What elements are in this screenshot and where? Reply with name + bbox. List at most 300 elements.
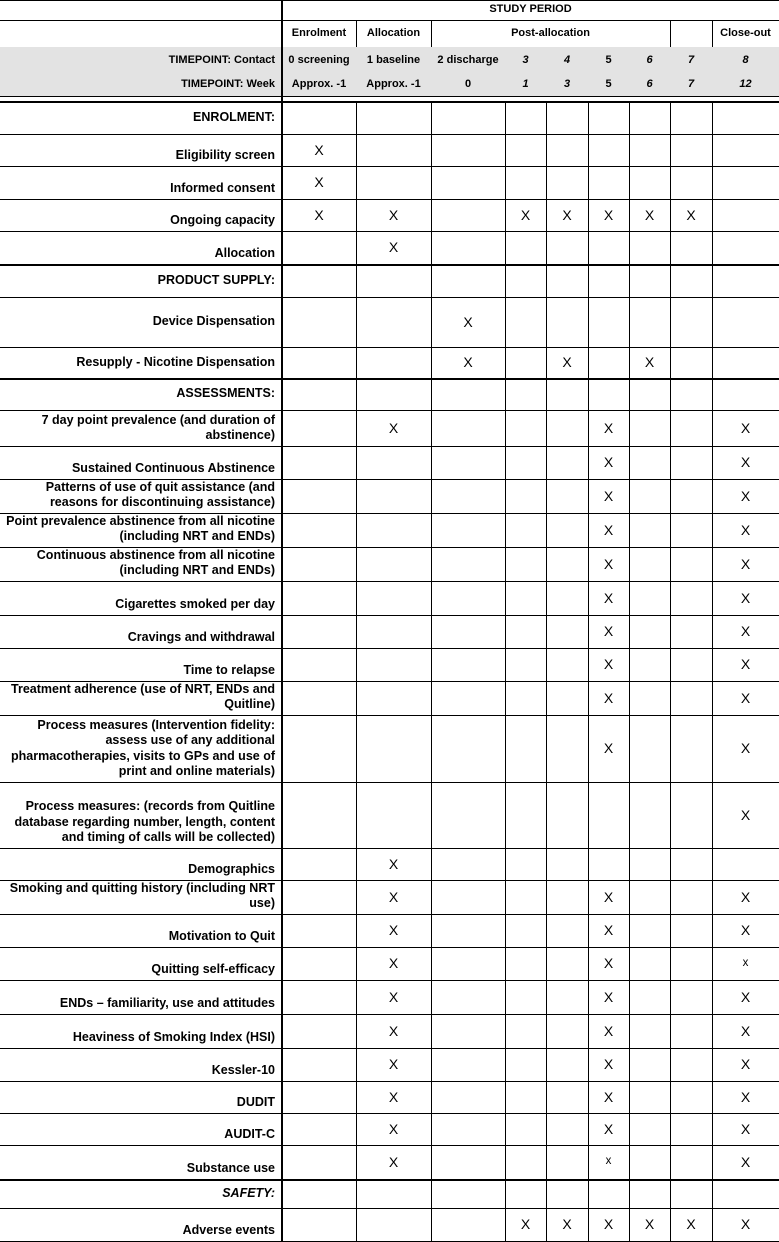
- schedule-cell: X: [588, 615, 630, 649]
- schedule-cell: [629, 1081, 671, 1114]
- schedule-cell: [670, 347, 713, 379]
- row-label: Continuous abstinence from all nicotine (including NRT and ENDs): [0, 547, 283, 582]
- schedule-cell: [546, 648, 589, 682]
- schedule-cell: [431, 1113, 506, 1146]
- schedule-cell: [670, 410, 713, 447]
- schedule-cell: [670, 479, 713, 514]
- row-label: Informed consent: [0, 166, 283, 200]
- schedule-cell: X: [712, 980, 779, 1015]
- schedule-cell: [505, 166, 547, 200]
- schedule-cell: [356, 1179, 432, 1209]
- schedule-cell: [629, 231, 671, 265]
- schedule-cell: X: [356, 880, 432, 915]
- schedule-cell: [546, 1081, 589, 1114]
- row-label: Process measures (Intervention fidelity: assess use of any additional pharmacotherapies, visits to GPs and use of print and online materials): [0, 715, 283, 783]
- schedule-cell: X: [588, 513, 630, 548]
- row-label: Motivation to Quit: [0, 914, 283, 948]
- section-divider: [0, 264, 779, 266]
- schedule-cell: X: [588, 479, 630, 514]
- row-label: Resupply - Nicotine Dispensation: [0, 347, 283, 379]
- schedule-cell: [712, 264, 779, 298]
- schedule-cell: [629, 1113, 671, 1146]
- schedule-cell: X: [356, 410, 432, 447]
- schedule-cell: X: [712, 581, 779, 616]
- schedule-cell: [546, 848, 589, 881]
- schedule-cell: X: [712, 880, 779, 915]
- schedule-cell: [282, 914, 357, 948]
- schedule-cell: [356, 513, 432, 548]
- schedule-cell: [546, 378, 589, 411]
- phase-allocation: Allocation: [356, 20, 432, 48]
- schedule-cell: [712, 199, 779, 232]
- schedule-cell: [546, 1145, 589, 1180]
- schedule-cell: [546, 1048, 589, 1082]
- schedule-cell: [505, 848, 547, 881]
- schedule-cell: [356, 102, 432, 135]
- schedule-cell: [546, 297, 589, 348]
- schedule-cell: X: [431, 297, 506, 348]
- schedule-cell: [546, 914, 589, 948]
- schedule-cell: [505, 1179, 547, 1209]
- schedule-cell: [282, 980, 357, 1015]
- row-label: Point prevalence abstinence from all nicotine (including NRT and ENDs): [0, 513, 283, 548]
- schedule-cell: [588, 102, 630, 135]
- schedule-cell: [505, 547, 547, 582]
- schedule-cell: [356, 378, 432, 411]
- schedule-cell: [670, 264, 713, 298]
- schedule-cell: [629, 581, 671, 616]
- schedule-cell: [505, 880, 547, 915]
- section-heading: ENROLMENT:: [0, 102, 283, 135]
- schedule-cell: [670, 231, 713, 265]
- schedule-cell: [670, 102, 713, 135]
- schedule-cell: [282, 848, 357, 881]
- schedule-cell: [282, 264, 357, 298]
- schedule-cell: [670, 681, 713, 716]
- schedule-cell: [629, 410, 671, 447]
- row-label: Heaviness of Smoking Index (HSI): [0, 1014, 283, 1049]
- timepoint-contact-label: TIMEPOINT: Contact: [0, 47, 283, 75]
- schedule-cell: [588, 848, 630, 881]
- schedule-cell: [356, 446, 432, 480]
- schedule-cell: [588, 297, 630, 348]
- schedule-cell: [629, 378, 671, 411]
- schedule-cell: X: [356, 1145, 432, 1180]
- schedule-cell: [629, 914, 671, 948]
- schedule-cell: [546, 166, 589, 200]
- schedule-cell: X: [356, 231, 432, 265]
- schedule-cell: [670, 166, 713, 200]
- schedule-cell: [670, 648, 713, 682]
- phase-close-out: Close-out: [712, 20, 779, 48]
- schedule-cell: [431, 782, 506, 849]
- label-column-divider: [281, 0, 283, 1241]
- schedule-cell: [712, 166, 779, 200]
- schedule-cell: X: [629, 1208, 671, 1242]
- schedule-cell: [505, 1113, 547, 1146]
- timepoint-contact-7: 7: [670, 47, 713, 75]
- schedule-cell: [505, 102, 547, 135]
- schedule-cell: [431, 980, 506, 1015]
- schedule-cell: X: [431, 347, 506, 379]
- schedule-cell: [588, 378, 630, 411]
- schedule-cell: [588, 264, 630, 298]
- schedule-cell: X: [712, 715, 779, 783]
- schedule-cell: [546, 615, 589, 649]
- timepoint-week-7: 7: [670, 74, 713, 97]
- schedule-cell: [282, 513, 357, 548]
- row-label: Smoking and quitting history (including NRT use): [0, 880, 283, 915]
- row-label: Process measures: (records from Quitline database regarding number, length, content and timing of calls will be collected): [0, 782, 283, 849]
- schedule-cell: [712, 347, 779, 379]
- schedule-cell: [356, 297, 432, 348]
- schedule-cell: [282, 615, 357, 649]
- schedule-cell: [588, 782, 630, 849]
- schedule-cell: [712, 134, 779, 167]
- schedule-cell: [629, 547, 671, 582]
- schedule-cell: [670, 914, 713, 948]
- schedule-cell: [629, 880, 671, 915]
- schedule-cell: [670, 715, 713, 783]
- schedule-cell: [629, 947, 671, 981]
- timepoint-contact-6: 6: [629, 47, 671, 75]
- schedule-cell: X: [588, 410, 630, 447]
- schedule-cell: X: [588, 1081, 630, 1114]
- schedule-cell: [629, 715, 671, 783]
- schedule-cell: X: [670, 1208, 713, 1242]
- schedule-cell: [712, 297, 779, 348]
- schedule-cell: [431, 1145, 506, 1180]
- schedule-cell: X: [356, 1014, 432, 1049]
- row-label: Allocation: [0, 231, 283, 265]
- schedule-cell: [282, 1208, 357, 1242]
- schedule-cell: [629, 681, 671, 716]
- schedule-cell: [670, 513, 713, 548]
- timepoint-contact-5: 5: [588, 47, 630, 75]
- schedule-cell: [505, 134, 547, 167]
- header-corner-top: [0, 0, 283, 21]
- row-label: Adverse events: [0, 1208, 283, 1242]
- schedule-cell: [546, 547, 589, 582]
- schedule-cell: [431, 681, 506, 716]
- row-label: ENDs – familiarity, use and attitudes: [0, 980, 283, 1015]
- schedule-cell: [546, 102, 589, 135]
- schedule-cell: [629, 297, 671, 348]
- schedule-cell: [712, 848, 779, 881]
- schedule-cell: [546, 980, 589, 1015]
- timepoint-contact-0: 0 screening: [282, 47, 357, 75]
- schedule-cell: [670, 1145, 713, 1180]
- schedule-cell: [431, 1081, 506, 1114]
- schedule-cell: X: [588, 1014, 630, 1049]
- schedule-cell: [588, 347, 630, 379]
- schedule-cell: X: [356, 1048, 432, 1082]
- row-label: Treatment adherence (use of NRT, ENDs and Quitline): [0, 681, 283, 716]
- row-label: Kessler-10: [0, 1048, 283, 1082]
- schedule-cell: X: [588, 547, 630, 582]
- schedule-cell: [670, 880, 713, 915]
- schedule-cell: X: [356, 1113, 432, 1146]
- schedule-cell: X: [629, 199, 671, 232]
- schedule-cell: [431, 914, 506, 948]
- schedule-cell: [629, 102, 671, 135]
- schedule-cell: [282, 947, 357, 981]
- schedule-cell: X: [356, 848, 432, 881]
- timepoint-week-1: Approx. -1: [356, 74, 432, 97]
- schedule-cell: [282, 1113, 357, 1146]
- schedule-cell: X: [282, 134, 357, 167]
- schedule-cell: [670, 980, 713, 1015]
- schedule-cell: [629, 479, 671, 514]
- schedule-cell: X: [588, 1048, 630, 1082]
- timepoint-week-6: 6: [629, 74, 671, 97]
- schedule-cell: [356, 547, 432, 582]
- schedule-cell: [356, 1208, 432, 1242]
- schedule-cell: [712, 378, 779, 411]
- schedule-cell: [431, 715, 506, 783]
- schedule-cell: [282, 231, 357, 265]
- schedule-cell: [670, 547, 713, 582]
- schedule-cell: [505, 1081, 547, 1114]
- schedule-cell: [282, 715, 357, 783]
- schedule-cell: [670, 581, 713, 616]
- schedule-cell: [670, 378, 713, 411]
- timepoint-contact-8: 8: [712, 47, 779, 75]
- schedule-cell: [431, 134, 506, 167]
- schedule-cell: [431, 1014, 506, 1049]
- schedule-cell: [282, 297, 357, 348]
- timepoint-week-8: 12: [712, 74, 779, 97]
- schedule-cell: [282, 782, 357, 849]
- schedule-cell: [629, 446, 671, 480]
- schedule-cell: X: [282, 199, 357, 232]
- schedule-cell: [588, 166, 630, 200]
- schedule-cell: [546, 264, 589, 298]
- schedule-cell: [505, 681, 547, 716]
- schedule-cell: [431, 513, 506, 548]
- schedule-cell: [431, 848, 506, 881]
- schedule-cell: [546, 231, 589, 265]
- schedule-cell: X: [588, 880, 630, 915]
- schedule-cell: [546, 1179, 589, 1209]
- schedule-cell: X: [712, 1145, 779, 1180]
- schedule-cell: [282, 378, 357, 411]
- timepoint-week-5: 5: [588, 74, 630, 97]
- schedule-cell: [712, 231, 779, 265]
- schedule-cell: x: [588, 1145, 630, 1180]
- schedule-cell: [546, 410, 589, 447]
- schedule-cell: X: [356, 947, 432, 981]
- section-heading: SAFETY:: [0, 1179, 283, 1209]
- schedule-cell: X: [356, 1081, 432, 1114]
- header-corner-phase: [0, 20, 283, 48]
- schedule-cell: X: [712, 513, 779, 548]
- schedule-cell: [431, 581, 506, 616]
- section-heading: PRODUCT SUPPLY:: [0, 264, 283, 298]
- timepoint-contact-3: 3: [505, 47, 547, 75]
- schedule-cell: X: [712, 1048, 779, 1082]
- section-divider: [0, 1179, 779, 1181]
- schedule-cell: [505, 513, 547, 548]
- section-heading: ASSESSMENTS:: [0, 378, 283, 411]
- schedule-cell: [505, 782, 547, 849]
- row-label: Time to relapse: [0, 648, 283, 682]
- row-label: Cigarettes smoked per day: [0, 581, 283, 616]
- schedule-cell: [356, 681, 432, 716]
- schedule-cell: [505, 1145, 547, 1180]
- row-label: AUDIT-C: [0, 1113, 283, 1146]
- schedule-cell: [629, 782, 671, 849]
- schedule-cell: [431, 1179, 506, 1209]
- schedule-cell: [546, 513, 589, 548]
- schedule-cell: [505, 479, 547, 514]
- schedule-cell: [670, 297, 713, 348]
- section-divider: [0, 378, 779, 380]
- schedule-cell: X: [588, 648, 630, 682]
- schedule-cell: [546, 681, 589, 716]
- schedule-cell: X: [588, 1113, 630, 1146]
- schedule-cell: [356, 782, 432, 849]
- schedule-cell: X: [588, 914, 630, 948]
- schedule-cell: [282, 648, 357, 682]
- schedule-cell: [546, 479, 589, 514]
- schedule-cell: [546, 1113, 589, 1146]
- row-label: Ongoing capacity: [0, 199, 283, 232]
- schedule-cell: [546, 581, 589, 616]
- schedule-cell: [670, 1081, 713, 1114]
- schedule-cell: [546, 782, 589, 849]
- schedule-cell: [505, 648, 547, 682]
- schedule-cell: [282, 1179, 357, 1209]
- schedule-cell: X: [588, 980, 630, 1015]
- schedule-cell: [356, 166, 432, 200]
- schedule-cell: [282, 547, 357, 582]
- row-label: Sustained Continuous Abstinence: [0, 446, 283, 480]
- schedule-cell: [629, 1048, 671, 1082]
- schedule-cell: [431, 1208, 506, 1242]
- schedule-cell: [629, 166, 671, 200]
- schedule-cell: [356, 134, 432, 167]
- schedule-cell: [505, 1048, 547, 1082]
- schedule-cell: [670, 947, 713, 981]
- schedule-cell: [431, 880, 506, 915]
- schedule-cell: [431, 947, 506, 981]
- schedule-cell: X: [505, 199, 547, 232]
- schedule-cell: X: [712, 1014, 779, 1049]
- schedule-cell: [505, 1014, 547, 1049]
- schedule-cell: [670, 848, 713, 881]
- schedule-cell: [505, 947, 547, 981]
- schedule-cell: [282, 1014, 357, 1049]
- schedule-cell: [505, 347, 547, 379]
- schedule-cell: [546, 947, 589, 981]
- schedule-cell: [670, 446, 713, 480]
- schedule-cell: [431, 410, 506, 447]
- schedule-cell: [670, 782, 713, 849]
- schedule-cell: [505, 410, 547, 447]
- timepoint-week-2: 0: [431, 74, 506, 97]
- schedule-cell: [431, 446, 506, 480]
- schedule-cell: [282, 347, 357, 379]
- schedule-cell: [670, 1014, 713, 1049]
- schedule-cell: [282, 410, 357, 447]
- schedule-cell: [282, 1145, 357, 1180]
- row-label: Cravings and withdrawal: [0, 615, 283, 649]
- schedule-cell: [670, 134, 713, 167]
- schedule-cell: [356, 615, 432, 649]
- schedule-cell: [629, 980, 671, 1015]
- schedule-cell: [670, 1113, 713, 1146]
- timepoint-week-4: 3: [546, 74, 589, 97]
- schedule-cell: [670, 1179, 713, 1209]
- schedule-cell: [505, 914, 547, 948]
- timepoint-week-0: Approx. -1: [282, 74, 357, 97]
- schedule-cell: X: [712, 1208, 779, 1242]
- row-label: Patterns of use of quit assistance (and reasons for discontinuing assistance): [0, 479, 283, 514]
- schedule-cell: [431, 166, 506, 200]
- schedule-cell: X: [505, 1208, 547, 1242]
- schedule-cell: [282, 880, 357, 915]
- schedule-cell: X: [712, 1113, 779, 1146]
- schedule-cell: [505, 446, 547, 480]
- schedule-cell: [505, 581, 547, 616]
- schedule-cell: [505, 231, 547, 265]
- schedule-cell: [629, 264, 671, 298]
- row-label: Substance use: [0, 1145, 283, 1180]
- schedule-cell: [546, 134, 589, 167]
- schedule-cell: [282, 1048, 357, 1082]
- schedule-cell: X: [546, 199, 589, 232]
- schedule-cell: [505, 297, 547, 348]
- schedule-cell: [356, 648, 432, 682]
- schedule-cell: X: [546, 347, 589, 379]
- schedule-cell: [546, 715, 589, 783]
- phase-enrolment: Enrolment: [282, 20, 357, 48]
- schedule-cell: [546, 880, 589, 915]
- schedule-cell: [356, 347, 432, 379]
- schedule-cell: [629, 513, 671, 548]
- schedule-cell: [431, 615, 506, 649]
- schedule-cell: [356, 581, 432, 616]
- schedule-cell: X: [629, 347, 671, 379]
- schedule-cell: X: [588, 715, 630, 783]
- study-period-heading: STUDY PERIOD: [282, 0, 779, 21]
- schedule-cell: X: [356, 199, 432, 232]
- schedule-cell: X: [588, 446, 630, 480]
- schedule-cell: [505, 980, 547, 1015]
- row-label: 7 day point prevalence (and duration of abstinence): [0, 410, 283, 447]
- schedule-cell: X: [712, 681, 779, 716]
- schedule-cell: x: [712, 947, 779, 981]
- schedule-cell: X: [712, 547, 779, 582]
- schedule-cell: [505, 264, 547, 298]
- schedule-cell: X: [356, 980, 432, 1015]
- row-label: Eligibility screen: [0, 134, 283, 167]
- schedule-cell: [505, 615, 547, 649]
- row-label: Quitting self-efficacy: [0, 947, 283, 981]
- schedule-cell: [629, 848, 671, 881]
- schedule-cell: X: [588, 581, 630, 616]
- schedule-cell: X: [712, 615, 779, 649]
- schedule-cell: X: [712, 648, 779, 682]
- schedule-cell: X: [588, 947, 630, 981]
- schedule-cell: X: [712, 782, 779, 849]
- row-label: DUDIT: [0, 1081, 283, 1114]
- schedule-cell: [431, 264, 506, 298]
- schedule-cell: [431, 547, 506, 582]
- schedule-cell: [712, 1179, 779, 1209]
- schedule-cell: X: [670, 199, 713, 232]
